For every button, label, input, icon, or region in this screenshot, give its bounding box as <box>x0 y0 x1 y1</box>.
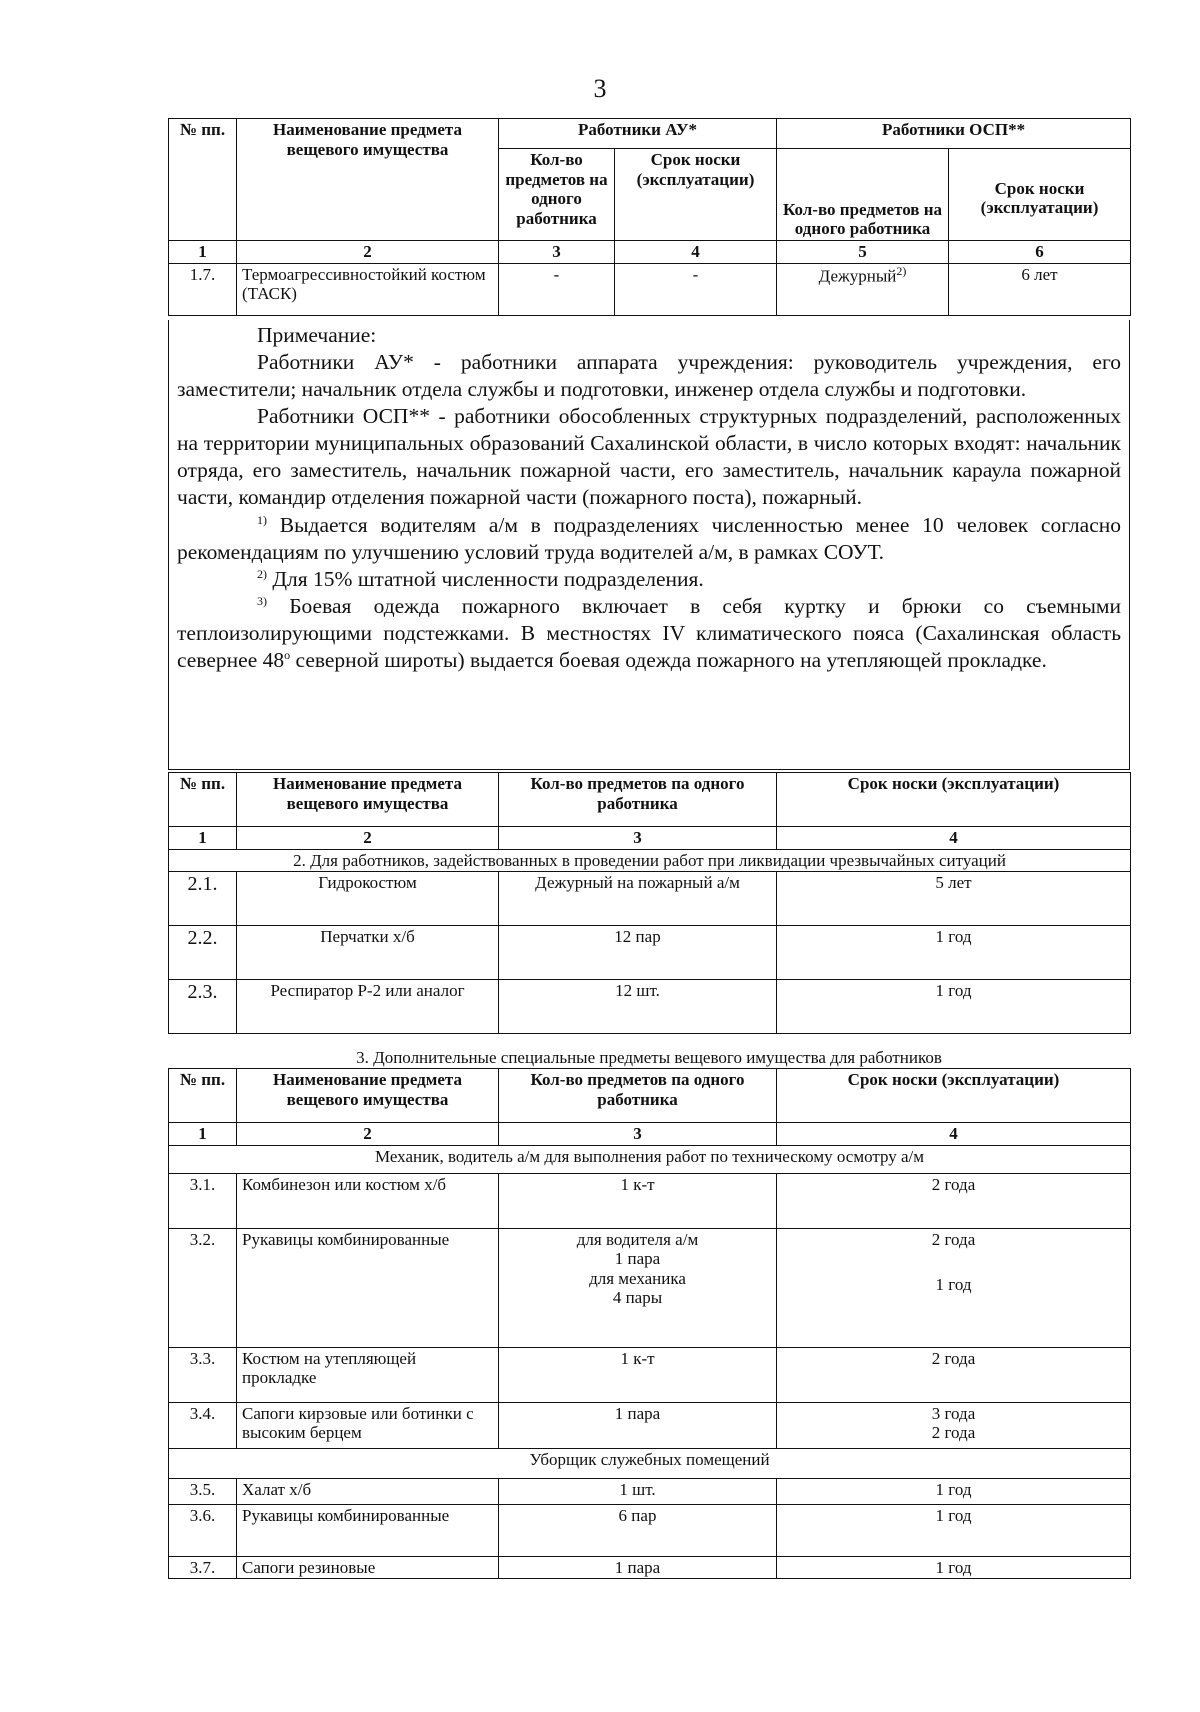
qty-line: 1 пара <box>614 1249 661 1269</box>
row-term: 1 год <box>777 1556 1131 1579</box>
row-item-name: Халат х/б <box>237 1478 499 1504</box>
row-num: 3.6. <box>169 1504 237 1556</box>
col-number: 1 <box>169 241 237 264</box>
col-number: 4 <box>777 1123 1131 1146</box>
row-num: 2.1. <box>169 872 237 926</box>
qty-line: для механика <box>589 1268 686 1288</box>
row-num: 3.3. <box>169 1347 237 1402</box>
col-number: 3 <box>499 827 777 850</box>
footnote-mark: 3) <box>257 593 267 608</box>
row-osp-qty <box>777 263 949 315</box>
row-num: 3.2. <box>169 1228 237 1347</box>
footnote-2 <box>177 566 1121 593</box>
table-row <box>169 1347 1131 1402</box>
header-item-name: Наименование предмета вещевого имущества <box>237 773 499 827</box>
degree-mark: о <box>284 647 291 662</box>
row-item-name: Гидрокостюм <box>237 872 499 926</box>
row-item-name: Перчатки х/б <box>237 926 499 980</box>
table-row <box>169 1556 1131 1579</box>
row-item-name: Рукавицы комбинированные <box>237 1504 499 1556</box>
col-number: 2 <box>237 241 499 264</box>
row-qty: 1 пара <box>499 1556 777 1579</box>
row-qty: 6 пар <box>499 1504 777 1556</box>
row-qty: 1 к-т <box>499 1173 777 1228</box>
header-au-group: Работники АУ* <box>499 119 777 149</box>
header-osp-term: Срок носки (эксплуатации) <box>949 149 1131 241</box>
row-num: 3.5. <box>169 1478 237 1504</box>
row-qty: 12 шт. <box>499 980 777 1034</box>
col-number: 4 <box>777 827 1131 850</box>
table-emergency-items <box>168 772 1131 1034</box>
row-item-name: Сапоги резиновые <box>237 1556 499 1579</box>
note-osp-definition: Работники ОСП** - работники обособленных структурных подразделений, расположенных на территории муниципальных образований Сахалинской области, в число которых входят: начальник отряда, его заместитель, начальник пожарной части, его заместитель, начальник караула пожарной части, командир отделения пожарной части (пожарного поста), пожарный. <box>177 404 1121 510</box>
footnote-text: Для 15% штатной численности подразделения. <box>272 566 704 591</box>
table-row <box>169 872 1131 926</box>
row-term: 1 год <box>777 926 1131 980</box>
note-au-definition: Работники АУ* - работники аппарата учреждения: руководитель учреждения, его заместители; начальник отдела службы и подготовки, инженер отдела службы и подготовки. <box>177 350 1121 402</box>
row-num: 3.7. <box>169 1556 237 1579</box>
row-num: 1.7. <box>169 263 237 315</box>
row-au-term: - <box>615 263 777 315</box>
term-line: 2 года <box>931 1229 976 1249</box>
group-heading: Механик, водитель а/м для выполнения работ по техническому осмотру а/м <box>169 1145 1131 1173</box>
row-num: 2.3. <box>169 980 237 1034</box>
row-item-name: Костюм на утепляющей прокладке <box>237 1347 499 1402</box>
col-number: 2 <box>237 827 499 850</box>
footnote-ref: 2) <box>896 263 907 278</box>
header-term: Срок носки (эксплуатации) <box>777 1069 1131 1123</box>
row-term: 2 года <box>777 1347 1131 1402</box>
section-3-title: 3. Дополнительные специальные предметы вещевого имущества для работников <box>356 1048 942 1067</box>
row-num: 3.4. <box>169 1402 237 1448</box>
footnote-text: Выдается водителям а/м в подразделениях численностью менее 10 человек согласно рекомендациям по улучшению условий труда водителей а/м, в рамках СОУТ. <box>177 512 1121 564</box>
term-line: 3 года <box>931 1403 976 1423</box>
row-term: 1 год <box>777 1478 1131 1504</box>
page-number: 3 <box>593 74 607 103</box>
osp-qty-text: Дежурный <box>818 266 897 286</box>
qty-line: 4 пары <box>612 1288 663 1308</box>
row-qty: 1 шт. <box>499 1478 777 1504</box>
row-item-name: Термоагрессивностойкий костюм (ТАСК) <box>237 263 499 315</box>
col-number: 6 <box>949 241 1131 264</box>
header-osp-group: Работники ОСП** <box>777 119 1131 149</box>
table-row <box>169 1504 1131 1556</box>
row-num: 3.1. <box>169 1173 237 1228</box>
table-row <box>169 1173 1131 1228</box>
footnote-mark: 2) <box>257 566 267 581</box>
row-osp-term: 6 лет <box>949 263 1131 315</box>
header-qty: Кол-во предметов па одного работника <box>499 773 777 827</box>
row-item-name: Респиратор Р-2 или аналог <box>237 980 499 1034</box>
term-line: 1 год <box>935 1275 972 1295</box>
header-num: № пп. <box>169 119 237 241</box>
header-num: № пп. <box>169 773 237 827</box>
footnote-text: северной широты) выдается боевая одежда пожарного на утепляющей прокладке. <box>290 647 1047 672</box>
qty-line: для водителя а/м <box>576 1229 699 1249</box>
row-item-name: Комбинезон или костюм х/б <box>237 1173 499 1228</box>
section-heading: 2. Для работников, задействованных в проведении работ при ликвидации чрезвычайных ситуаций <box>169 849 1131 872</box>
row-qty: Дежурный на пожарный а/м <box>499 872 777 926</box>
col-number: 3 <box>499 241 615 264</box>
table-row <box>169 1228 1131 1347</box>
footnote-mark: 1) <box>257 512 267 527</box>
footnote-text: Боевая одежда пожарного включает в себя куртку и брюки со съемными теплоизолирующими подстежками. В местностях IV климатического пояса (Сахалинская область севернее 48 <box>177 593 1121 672</box>
row-qty: 1 пара <box>499 1402 777 1448</box>
header-qty: Кол-во предметов па одного работника <box>499 1069 777 1123</box>
header-num: № пп. <box>169 1069 237 1123</box>
table-additional-items <box>168 1068 1131 1579</box>
table-row <box>169 980 1131 1034</box>
row-qty <box>499 1228 777 1347</box>
header-term: Срок носки (эксплуатации) <box>777 773 1131 827</box>
table-row <box>169 1402 1131 1448</box>
col-number: 3 <box>499 1123 777 1146</box>
col-number: 1 <box>169 827 237 850</box>
col-number: 5 <box>777 241 949 264</box>
header-au-qty: Кол-во предметов на одного работника <box>499 149 615 241</box>
table-row <box>169 263 1131 315</box>
row-qty: 1 к-т <box>499 1347 777 1402</box>
row-term <box>777 1402 1131 1448</box>
row-term <box>777 1228 1131 1347</box>
note-title: Примечание: <box>257 323 377 347</box>
row-item-name: Рукавицы комбинированные <box>237 1228 499 1347</box>
header-osp-qty: Кол-во предметов на одного работника <box>777 149 949 241</box>
col-number: 1 <box>169 1123 237 1146</box>
term-line: 2 года <box>931 1423 976 1443</box>
col-number: 2 <box>237 1123 499 1146</box>
group-heading: Уборщик служебных помещений <box>169 1448 1131 1478</box>
table-firefighter-items <box>168 118 1131 316</box>
notes-block <box>168 320 1130 770</box>
row-qty: 12 пар <box>499 926 777 980</box>
footnote-3 <box>177 593 1121 674</box>
row-term: 1 год <box>777 980 1131 1034</box>
header-item-name: Наименование предмета вещевого имущества <box>237 119 499 241</box>
header-au-term: Срок носки (эксплуатации) <box>615 149 777 241</box>
row-item-name: Сапоги кирзовые или ботинки с высоким берцем <box>237 1402 499 1448</box>
header-item-name: Наименование предмета вещевого имущества <box>237 1069 499 1123</box>
col-number: 4 <box>615 241 777 264</box>
row-term: 2 года <box>777 1173 1131 1228</box>
row-term: 5 лет <box>777 872 1131 926</box>
table-row <box>169 926 1131 980</box>
table-row <box>169 1478 1131 1504</box>
row-term: 1 год <box>777 1504 1131 1556</box>
footnote-1 <box>177 512 1121 566</box>
row-num: 2.2. <box>169 926 237 980</box>
row-au-qty: - <box>499 263 615 315</box>
